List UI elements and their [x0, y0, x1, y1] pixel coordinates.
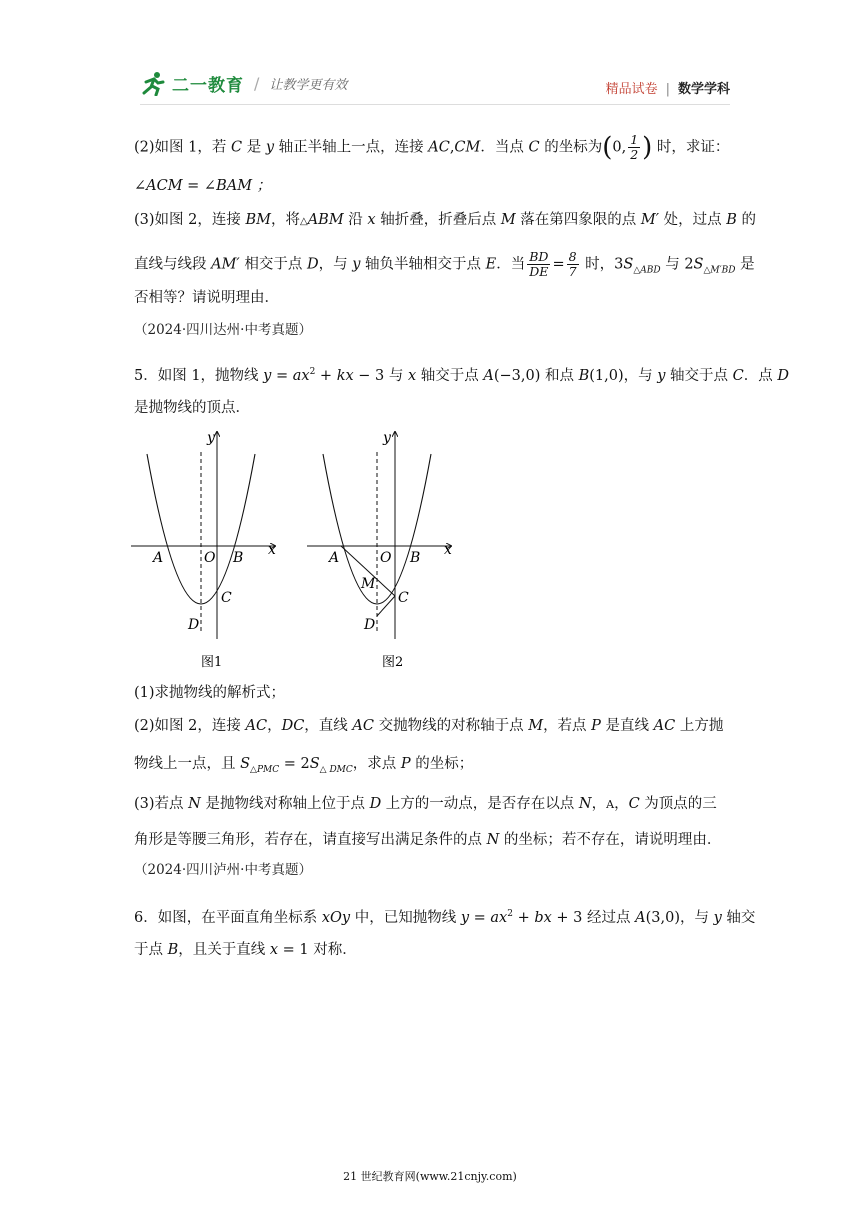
fig1-caption: 图1	[201, 655, 223, 670]
fig2-label-x: x	[444, 542, 452, 558]
fig1-label-y: y	[207, 430, 215, 446]
figure-1	[131, 430, 276, 670]
fig2-caption: 图2	[382, 655, 404, 670]
fig2-label-y: y	[383, 430, 391, 446]
q5-line1: 5．如图 1，抛物线 $y = ax^2$ + kx − 3 与 x 轴交于点 A(−3,0) 和点 B(1,0)，与 y 轴交于点 C．点 D	[134, 367, 790, 384]
fig2-label-A: A	[329, 550, 340, 566]
q4-part2-line1: (2)如图 1，若 C 是 y 轴正半轴上一点，连接 AC,CM．当点 C 的坐标为(0, $\frac{1}{2}$ ) 时，求证：	[134, 132, 730, 163]
q6-line1: 6．如图，在平面直角坐标系 xOy 中，已知抛物线 $y = ax^2$ + bx + 3 经过点 A(3,0)，与 y 轴交	[134, 909, 756, 926]
q4-part3-line2: 直线与线段 AM′ 相交于点 D，与 y 轴负半轴相交于点 E．当 $\frac{BD}{DE}$ = $\frac{8}{7}$ 时，$3S_{\triangle ABD}$ 与 $2S_{\triangle M'BD}$ 是	[134, 249, 755, 279]
header-rule	[140, 104, 730, 105]
q5-part3-line2: 角形是等腰三角形，若存在，请直接写出满足条件的点 N 的坐标；若不存在，请说明理由．	[134, 832, 722, 848]
logo-name: 二一教育	[172, 75, 244, 96]
header-tag: 精品试卷	[605, 82, 658, 97]
fig1-label-O: O	[204, 550, 216, 566]
q4-part2-line2: ∠ACM = ∠BAM ；	[134, 178, 272, 194]
header-right	[606, 78, 730, 97]
fig1-label-B: B	[233, 550, 244, 566]
q5-source: （2024·四川泸州·中考真题）	[134, 862, 312, 878]
figure-2	[307, 430, 452, 670]
fig2-label-B: B	[410, 550, 421, 566]
fig2-label-M: M	[361, 576, 376, 592]
header-separator: |	[665, 82, 670, 97]
page-header	[140, 70, 730, 106]
q4-part3-line1: (3)如图 2，连接 BM，将△ABM 沿 x 轴折叠，折叠后点 M 落在第四象限的点 M′ 处，过点 B 的	[134, 212, 757, 228]
fig1-label-A: A	[153, 550, 164, 566]
q5-figures	[125, 424, 465, 674]
q5-part1: (1)求抛物线的解析式；	[134, 685, 286, 701]
fig1-label-D: D	[188, 617, 200, 633]
q5-line2: 是抛物线的顶点．	[134, 400, 250, 416]
page-footer: 21 世纪教育网(www.21cnjy.com)	[343, 1170, 517, 1183]
logo-divider: /	[254, 73, 260, 93]
fig2-label-C: C	[398, 590, 409, 606]
q4-source: （2024·四川达州·中考真题）	[134, 322, 312, 338]
logo	[140, 70, 347, 96]
q5-part2-line1: (2)如图 2，连接 AC，DC，直线 AC 交抛物线的对称轴于点 M，若点 P 是直线 AC 上方抛	[134, 718, 724, 734]
fig2-label-D: D	[364, 617, 376, 633]
runner-logo-icon	[140, 70, 166, 96]
q4-part3-line3: 否相等？请说明理由．	[134, 290, 279, 306]
coord-fraction: $\frac{1}{2}$	[630, 132, 639, 162]
bd-de-fraction: $\frac{BD}{DE}$	[529, 249, 549, 279]
q5-part3-line1: (3)若点 N 是抛物线对称轴上位于点 D 上方的一动点，是否存在以点 N，A，C 为顶点的三	[134, 796, 717, 812]
fig2-label-O: O	[380, 550, 392, 566]
logo-slogan: 让教学更有效	[269, 77, 348, 93]
q5-part2-line2: 物线上一点，且 $S_{\triangle PMC} = 2S_{\triangle DMC}$，求点 P 的坐标；	[134, 756, 474, 775]
fig1-label-C: C	[221, 590, 232, 606]
q6-line2: 于点 B，且关于直线 x = 1 对称．	[134, 942, 357, 958]
header-subject: 数学学科	[677, 82, 730, 97]
eight-sevenths-fraction: $\frac{8}{7}$	[568, 249, 577, 279]
fig1-label-x: x	[268, 542, 276, 558]
fig2-line-DC	[377, 596, 395, 616]
